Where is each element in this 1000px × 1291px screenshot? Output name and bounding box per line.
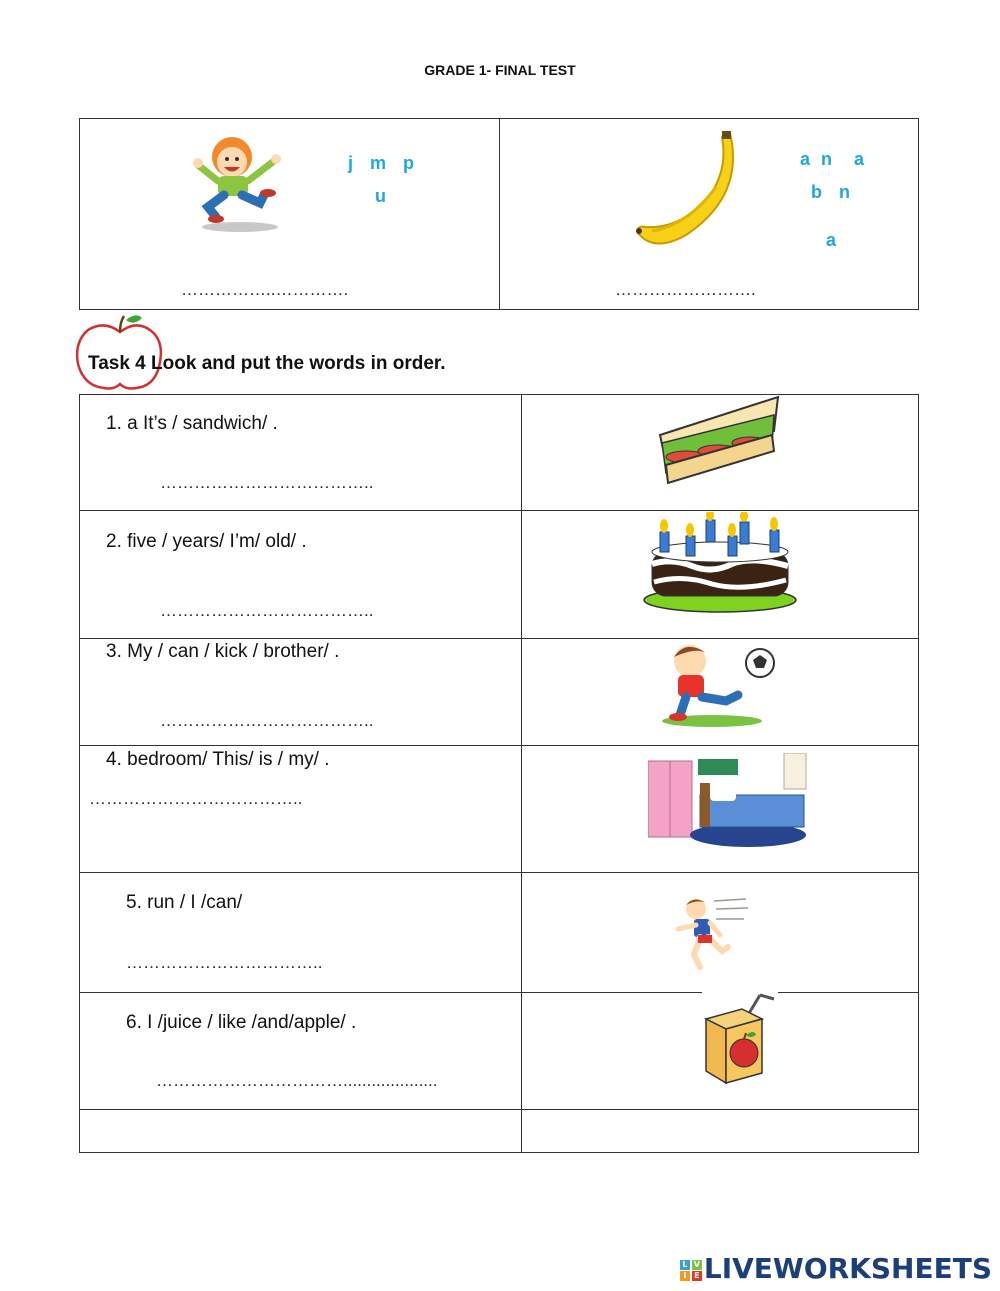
birthday-cake-image (642, 512, 798, 614)
answer-line-2[interactable]: ……………………………….. (160, 601, 374, 620)
row-divider (80, 638, 918, 639)
scramble-letter: a (800, 149, 811, 169)
liveworksheets-logo (680, 1252, 992, 1285)
sentence-6: 6. I /juice / like /and/apple/ . (126, 1012, 357, 1033)
scramble-letter: n (821, 149, 832, 169)
answer-line-5[interactable]: …………………………….. (126, 953, 323, 972)
scramble-table (79, 118, 919, 310)
banana-image (632, 129, 744, 251)
apple-outline-icon (74, 312, 166, 392)
row-divider (80, 872, 918, 873)
scramble-letter: n (839, 182, 850, 202)
sentence-table (79, 394, 919, 1153)
row-divider (80, 1109, 918, 1110)
row-divider (80, 510, 918, 511)
task-instruction: Look and put the words in order. (151, 353, 446, 374)
answer-line-4[interactable]: ……………………………….. (89, 789, 303, 808)
apple-juice-box-image (702, 991, 778, 1087)
answer-line-3[interactable]: ……………………………….. (160, 711, 374, 730)
scramble-letter: j (348, 153, 354, 173)
scramble-letter: m (370, 153, 387, 173)
row-divider (80, 745, 918, 746)
sentence-2: 2. five / years/ I’m/ old/ . (106, 531, 307, 552)
scramble-letter: a (826, 230, 837, 250)
scramble-letter: p (403, 153, 414, 173)
answer-line-6[interactable]: …………………………….................... (156, 1071, 438, 1090)
page-title: GRADE 1- FINAL TEST (424, 62, 576, 78)
scramble-letter: a (854, 149, 865, 169)
sentence-1: 1. a It’s / sandwich/ . (106, 413, 278, 434)
answer-line[interactable]: ……………..…………. (181, 280, 349, 299)
sentence-5: 5. run / I /can/ (126, 892, 243, 913)
task-label: Task 4 (88, 353, 146, 374)
answer-line[interactable]: ……………………. (615, 280, 756, 299)
sentence-4: 4. bedroom/ This/ is / my/ . (106, 749, 330, 770)
sandwich-image (656, 395, 782, 487)
task-heading (88, 353, 446, 375)
table-divider (499, 119, 500, 309)
bedroom-image (648, 753, 808, 849)
answer-line-1[interactable]: ……………………………….. (160, 473, 374, 492)
boy-running-image (670, 895, 750, 971)
table-divider (521, 395, 522, 1152)
jumping-boy-image (190, 129, 290, 233)
logo-text: LIVEWORKSHEETS (703, 1252, 992, 1285)
scramble-letter: u (375, 186, 386, 206)
boy-kicking-ball-image (656, 639, 782, 729)
logo-blocks-icon: L I (680, 1259, 690, 1282)
logo-blocks-icon: V E (693, 1259, 700, 1280)
sentence-3: 3. My / can / kick / brother/ . (106, 641, 340, 662)
scramble-letter: b (811, 182, 822, 202)
row-divider (80, 992, 918, 993)
